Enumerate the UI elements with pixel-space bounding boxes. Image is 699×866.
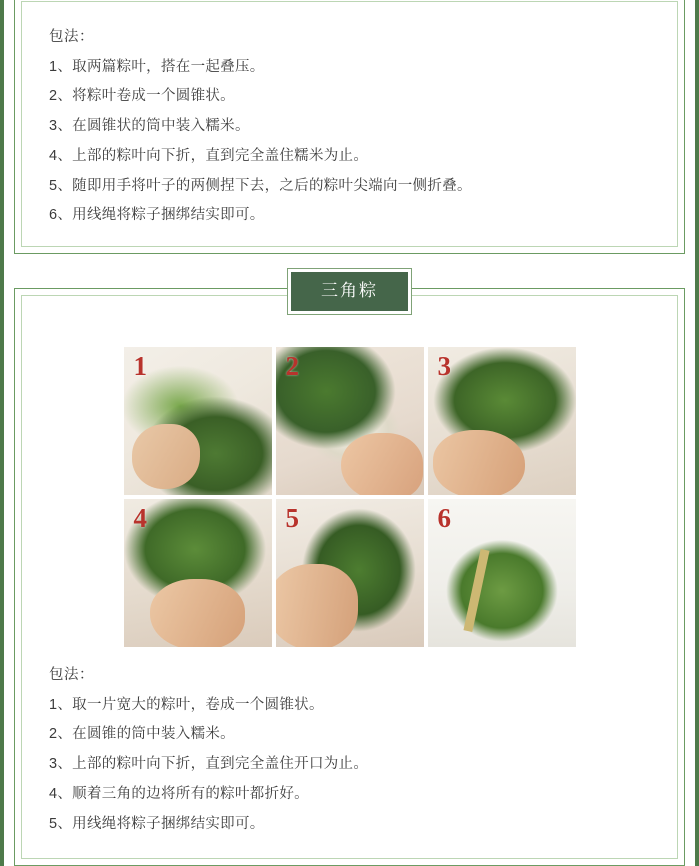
top-step-2: 2、将粽叶卷成一个圆锥状。 xyxy=(49,88,235,105)
main-step-4: 4、顺着三角的边将所有的粽叶都折好。 xyxy=(49,785,309,802)
main-step-3: 3、上部的粽叶向下折，直到完全盖住开口为止。 xyxy=(49,756,369,773)
top-instructions-card xyxy=(14,0,685,254)
main-step-2: 2、在圆锥的筒中装入糯米。 xyxy=(49,726,235,743)
top-steps-heading: 包法： xyxy=(49,29,94,45)
photo-number-2: 2 xyxy=(285,351,299,382)
triangle-zongzi-card xyxy=(14,281,685,866)
photo-grid xyxy=(41,347,658,647)
main-steps-heading: 包法： xyxy=(49,667,94,684)
main-step-5: 5、用线绳将粽子捆绑结实即可。 xyxy=(49,815,265,832)
photo-number-4: 4 xyxy=(133,503,147,534)
main-step-1: 1、取一片宽大的粽叶，卷成一个圆锥状。 xyxy=(49,696,324,713)
right-rail-decoration xyxy=(695,0,699,866)
left-rail-decoration xyxy=(0,0,4,866)
top-step-1: 1、取两篇粽叶，搭在一起叠压。 xyxy=(49,58,265,75)
photo-step-4 xyxy=(124,499,272,647)
photo-number-6: 6 xyxy=(437,503,451,534)
top-step-3: 3、在圆锥状的筒中装入糯米。 xyxy=(49,118,250,135)
photo-step-1 xyxy=(124,347,272,495)
top-step-6: 6、用线绳将粽子捆绑结实即可。 xyxy=(49,207,265,224)
photo-number-1: 1 xyxy=(133,351,147,382)
top-steps-block xyxy=(41,23,658,231)
photo-step-3 xyxy=(428,347,576,495)
section-banner-title: 三角粽 xyxy=(288,269,411,314)
photo-number-5: 5 xyxy=(285,503,299,534)
top-step-5: 5、随即用手将叶子的两侧捏下去，之后的粽叶尖端向一侧折叠。 xyxy=(49,177,472,194)
section-banner-wrap xyxy=(15,269,684,314)
photo-step-2 xyxy=(276,347,424,495)
photo-number-3: 3 xyxy=(437,351,451,382)
main-steps-block xyxy=(41,661,658,839)
photo-step-6 xyxy=(428,499,576,647)
photo-step-5 xyxy=(276,499,424,647)
top-step-4: 4、上部的粽叶向下折，直到完全盖住糯米为止。 xyxy=(49,147,369,164)
